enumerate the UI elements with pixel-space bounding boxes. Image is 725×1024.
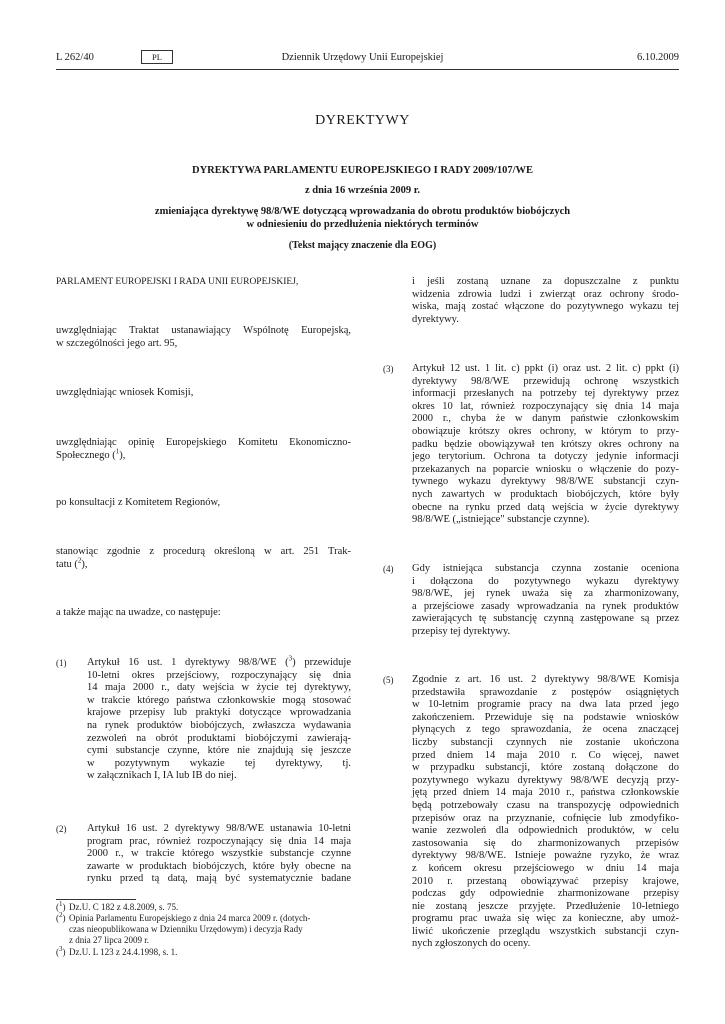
publication-date: 6.10.2009 [637,52,679,63]
preamble-treaty: uwzględniając Traktat ustanawiający Wspólnotę Europejską, w szczególności jego art. 95, [56,325,351,349]
directive-subject-line-1: zmieniająca dyrektywę 98/8/WE dotyczącą wprowadzania do obrotu produktów biobójczych [154,206,571,217]
footnote-2: ($^2$) Opinia Parlamentu Europejskiego z dnia 24 marca 2009 r. (dotych- czas nieopublikowana w Dzienniku Urzędowym) i decyzja Rady z dnia 27 lipca 2009 r. [56,911,311,946]
recital-1: Artykuł 16 ust. 1 dyrektywy 98/8/WE ($^3$) przewiduje 10-letni okres przejściowy, rozpoczynający się dnia 14 maja 2000 r., daty wejścia w życie tej dyrektywy, w trakcie którego państwa członkowskie mogą stosować krajowe przepisy lub praktyki dotyczące wprowadzania na rynek produktów biobójczych, zwłaszcza wydawania zezwoleń na obrót produktami biobójczymi zawierają- cymi substancje czynne, które nie znajdują się jeszcze w pozytywnym wykazie tej dyrektywy, tj. w załącznikach I, IA lub IB do niej. [87,654,351,782]
preamble-parliament: PARLAMENT EUROPEJSKI I RADA UNII EUROPEJSKIEJ, [56,277,299,287]
preamble-regions: po konsultacji z Komitetem Regionów, [56,497,221,508]
preamble-eesc: uwzględniając opinię Europejskiego Komitetu Ekonomiczno- Społecznego ($^1$), [56,437,351,461]
recital-2: Artykuł 16 ust. 2 dyrektywy 98/8/WE ustanawia 10-letni program prac, również rozpoczynający się dnia 14 maja 2000 r., w trakcie którego wszystkie substancje czynne zawarte w produktach biobójczych, które były obecne na rynku przed tą datą, mają być systematycznie badane [87,823,351,885]
language-badge: PL [141,50,173,64]
section-heading: DYREKTYWY [315,113,410,128]
recital-2-continued: i jeśli zostaną uznane za dopuszczalne z punktu widzenia zdrowia ludzi i zwierząt oraz ochrony środo- wiska, mają zostać włączone do pozytywnego wykazu tej dyrektywy. [412,276,679,325]
preamble-commission: uwzględniając wniosek Komisji, [56,387,194,398]
directive-date: z dnia 16 września 2009 r. [304,185,421,196]
directive-subject [80,206,645,231]
recital-5: Zgodnie z art. 16 ust. 2 dyrektywy 98/8/WE Komisja przedstawiła sprawozdanie z postępów osiągniętych w 10-letnim programie pracy na dwa lata przed jego zakończeniem. Przewiduje się na podstawie wniosków płynących z tego sprawozdania, że ocena znaczącej liczby substancji czynnych nie zostanie ukończona przed dniem 14 maja 2010 r. Co więcej, nawet w przypadku substancji, które zostaną dołączone do pozytywnego wykazu dyrektywy 98/8/WE decyzją przy- jętą przed dniem 14 maja 2010 r., państwa członkowskie będą potrzebowały czasu na transpozycję odpowiednich przepisów oraz na przyznanie, cofnięcie lub zmodyfiko- wanie zezwoleń dla odpowiednich produktów, w celu zastosowania się do zharmonizowanych przepisów dyrektywy 98/8/WE. Istnieje poważne ryzyko, że wraz z końcem okresu przejściowego w dniu 14 maja 2010 r. przestaną obowiązywać przepisy krajowe, podczas gdy odpowiednie zharmonizowane przepisy nie zostaną jeszcze przyjęte. Przedłużenie 10-letniego programu prac uważa się więc za konieczne, aby umoż- liwić ukończenie przeglądu wszystkich substancji czyn- nych zgłoszonych do oceny. [412,674,679,950]
recital-2-number: (2) [56,824,67,834]
footnote-divider [56,899,136,900]
recital-5-number: (5) [383,675,394,685]
recital-1-number: (1) [56,658,67,668]
page-reference: L 262/40 [56,52,94,63]
footnote-ref-2: 2 [77,556,82,565]
footnote-ref-1: 1 [115,447,120,456]
footnote-1: ($^1$) Dz.U. C 182 z 4.8.2009, s. 75. [56,900,179,912]
recital-4: Gdy istniejąca substancja czynna zostanie oceniona i dołączona do pozytywnego wykazu dyrektywy 98/8/WE, jej rynek uważa się za zharmonizowany, a przejściowe zasady wprowadzania na rynek produktów zawierających tę substancję czynną zastępowane są przez przepisy tej dyrektywy. [412,563,679,637]
footnote-3: ($^3$) Dz.U. L 123 z 24.4.1998, s. 1. [56,945,178,957]
preamble-whereas: a także mając na uwadze, co następuje: [56,607,221,618]
preamble-procedure: stanowiąc zgodnie z procedurą określoną w art. 251 Trak- tatu ($^2$), [56,546,351,570]
directive-subject-line-2: w odniesieniu do przedłużenia niektórych terminów [246,218,479,230]
header-divider [56,69,679,70]
recital-3-number: (3) [383,364,394,374]
journal-title: Dziennik Urzędowy Unii Europejskiej [281,52,444,63]
eea-relevance-note: (Tekst mający znaczenie dla EOG) [288,240,437,251]
recital-3: Artykuł 12 ust. 1 lit. c) ppkt (i) oraz ust. 2 lit. c) ppkt (i) dyrektywy 98/8/WE przewidują ochronę wszystkich informacji przesłanych na potrzeby tej dyrektywy przez okres 10 lat, również rozpoczynający się dnia 14 maja 2000 r., chyba że w danym państwie członkowskim obowiązuje krótszy okres ochrony, w którym to przy- padku będzie obowiązywał ten krótszy okres ochrony na jego terytorium. Ochrona ta dotyczy jedynie informacji przekazanych na poparcie wniosku o włączenie do pozy- tywnego wykazu dyrektywy 98/8/WE substancji czyn- nych zawartych w produktach biobójczych, które były obecne na rynku przed datą wejścia w życie dyrektywy 98/8/WE („istniejące" substancje czynne). [412,363,679,526]
directive-title: DYREKTYWA PARLAMENTU EUROPEJSKIEGO I RADY 2009/107/WE [192,165,533,176]
footnote-ref-3: 3 [288,654,293,663]
recital-4-number: (4) [383,564,394,574]
